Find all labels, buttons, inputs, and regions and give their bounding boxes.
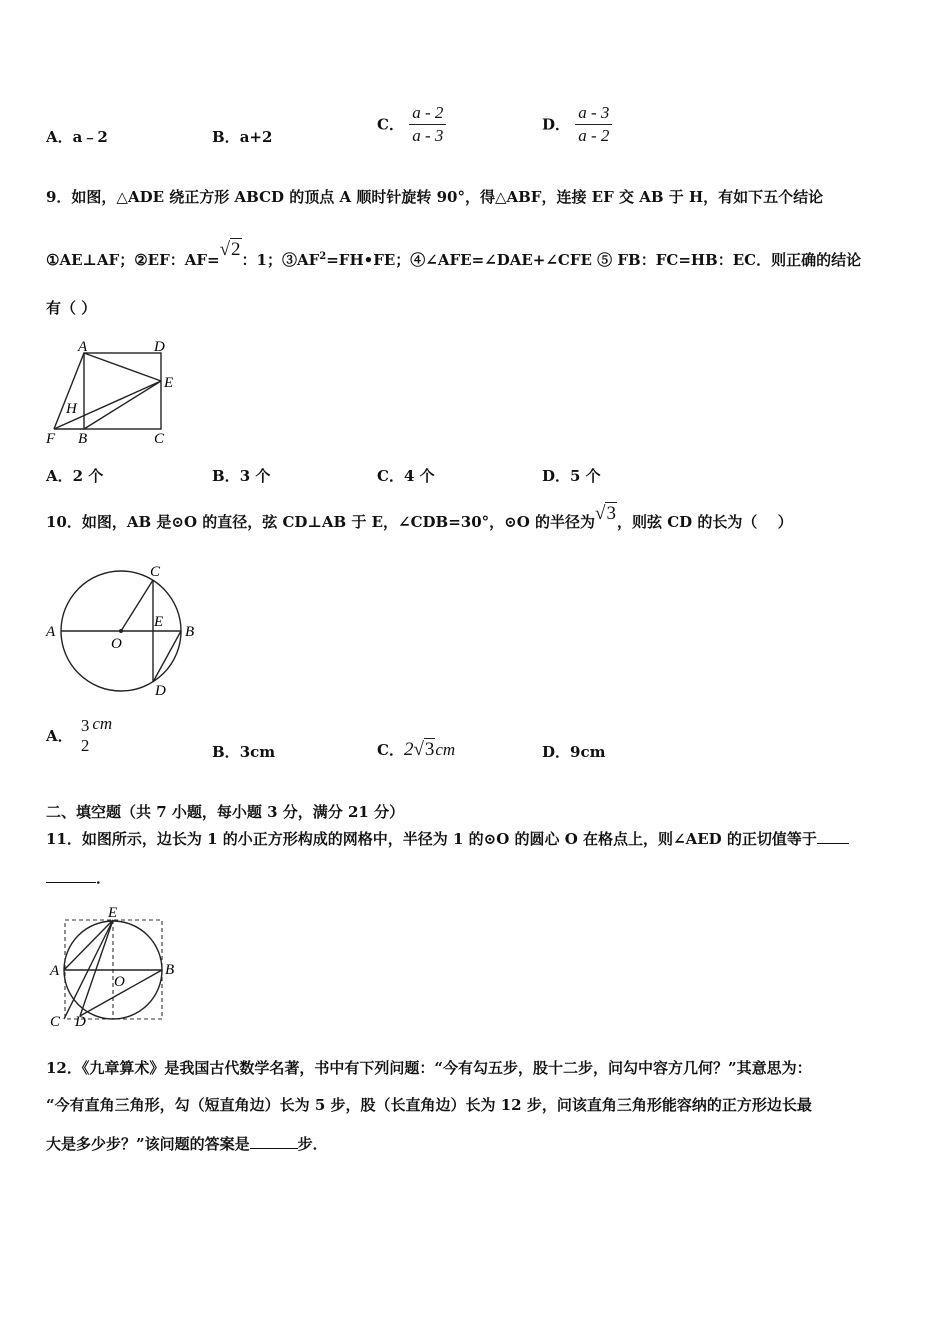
q9-option-b: B．3 个 (212, 467, 271, 485)
q9-stem-line1: 9．如图，△ADE 绕正方形 ABCD 的顶点 A 顺时针旋转 90°，得△ABF，连接 EF 交 AB 于 H，有如下五个结论 (46, 188, 824, 206)
label-b: B (78, 431, 88, 447)
label-e: E (154, 614, 164, 630)
label-c: C (150, 564, 161, 580)
sqrt-2: √2 (219, 239, 241, 260)
label-o: O (111, 636, 122, 652)
q10-option-b: B．3cm (212, 743, 276, 761)
label-h: H (66, 401, 77, 417)
label-d: D (154, 339, 165, 355)
q8-option-d-fraction: $\frac{a - 3}{a - 2}$ (575, 102, 612, 147)
q12-line2: “今有直角三角形，勾（短直角边）长为 5 步，股（长直角边）长为 12 步，问该直角三角形能容纳的正方形边长最 (46, 1096, 812, 1114)
label-d: D (155, 683, 166, 699)
q8-option-d: D． $\frac{a - 3}{a - 2}$ (542, 102, 612, 147)
q11-stem-line1: 11．如图所示，边长为 1 的小正方形构成的网格中，半径为 1 的⊙O 的圆心 O 在格点上，则∠AED 的正切值等于 (46, 827, 849, 849)
q10-figure (40, 560, 205, 700)
q10-option-c: C．2√3cm (377, 739, 456, 760)
label-c: C (154, 431, 165, 447)
label-e: E (108, 905, 118, 921)
q12-line3: 大是多少步？”该问题的答案是 步． (46, 1132, 328, 1154)
label-d: D (75, 1014, 86, 1030)
segment-ed (80, 920, 113, 1016)
q10-option-d: D．9cm (542, 743, 606, 761)
label-a: A (50, 963, 60, 979)
q9-option-d: D．5 个 (542, 467, 601, 485)
label-a: A (46, 624, 56, 640)
section-title: 二、填空题（共 7 小题，每小题 3 分，满分 21 分） (46, 803, 405, 821)
fraction-3-2: 3 2 (80, 716, 90, 755)
label-c: C (50, 1014, 61, 1030)
q12-line1: 12．《九章算术》是我国古代数学名著，书中有下列问题：“今有勾五步，股十二步，问勾中容方几何？”其意思为： (46, 1059, 812, 1077)
center-o-dot (119, 629, 123, 633)
segment-db (153, 631, 181, 682)
segment-eb (84, 381, 161, 429)
q9-stem-line3: 有（ ） (46, 299, 97, 317)
q8-option-c: C． $\frac{a - 2}{a - 3}$ (377, 102, 446, 147)
label-b: B (165, 962, 175, 978)
label-e: E (164, 375, 174, 391)
q9-figure (40, 335, 190, 450)
q9-option-c: C．4 个 (377, 467, 435, 485)
q8-option-b: B．a+2 (212, 128, 273, 146)
radius-oc (121, 580, 153, 631)
q9-stem-line2: ①AE⊥AF；②EF：AF=√2：1；$③AF^2=FH•FE$；④∠AFE=∠DAE+∠CFE ⑤ FB：FC=HB：EC．则正确的结论 (46, 239, 862, 269)
label-f: F (46, 431, 56, 447)
q8-option-c-fraction: $\frac{a - 2}{a - 3}$ (409, 102, 446, 147)
q11-stem-line2: ． (46, 866, 111, 888)
sqrt-3: √3 (595, 503, 616, 524)
q11-figure (40, 900, 190, 1035)
square-abcd (84, 353, 161, 429)
label-o: O (114, 974, 125, 990)
q8-option-a: A．a﹣2 (46, 128, 108, 146)
answer-blank (250, 1132, 298, 1149)
segment-ae (84, 353, 161, 381)
q10-stem: 10．如图，AB 是⊙O 的直径，弦 CD⊥AB 于 E，∠CDB=30°，⊙O 的半径为√3，则弦 CD 的长为（ ） (46, 503, 793, 531)
label-b: B (185, 624, 195, 640)
sqrt-3-option: √3 (413, 739, 435, 760)
label-a: A (78, 339, 88, 355)
q9-option-a: A．2 个 (46, 467, 104, 485)
q10-option-a: A． 3 2 cm (46, 714, 113, 755)
